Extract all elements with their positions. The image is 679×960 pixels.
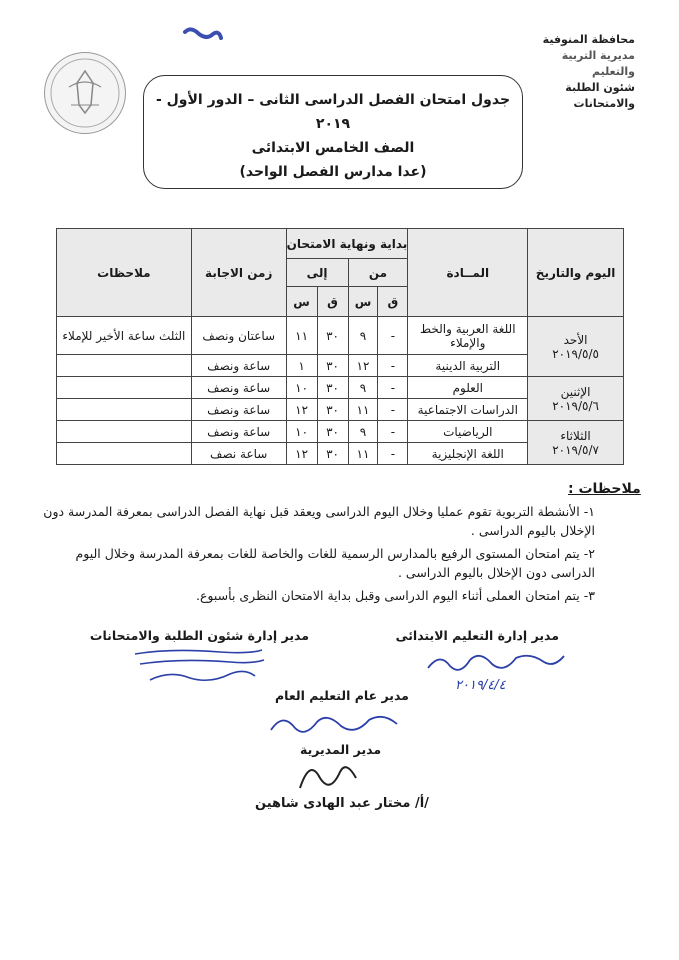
from-hour: ١١ [348,443,378,465]
table-row [57,377,624,399]
header-subject: المــادة [408,229,528,317]
to-hour: ١٢ [286,399,317,421]
from-minute: - [378,421,408,443]
from-minute: - [378,355,408,377]
governorate-label: محافظة المنوفية [542,33,635,46]
duration-cell: ساعة ونصف [191,399,286,421]
to-minute: ٣٠ [317,421,348,443]
header-to-hour: س [286,287,317,317]
header-from-hour: س [348,287,378,317]
grade-title: الصف الخامس الابتدائى [251,140,415,156]
day-name: الأحد [563,332,588,347]
day-date: ٢٠١٩/٥/٦ [552,398,599,413]
header-from-minute: ق [378,287,408,317]
directorate-label: مديرية التربية والتعليم [561,49,635,78]
exclusion-note: (عدا مدارس الفصل الواحد) [239,164,427,180]
from-minute: - [378,377,408,399]
header-from: من [348,259,408,287]
subject-cell: الرياضيات [408,421,528,443]
header-to-minute: ق [317,287,348,317]
day-date: ٢٠١٩/٥/٧ [552,442,599,457]
from-minute: - [378,443,408,465]
to-hour: ١٢ [286,443,317,465]
to-minute: ٣٠ [317,443,348,465]
note-cell [57,355,192,377]
duration-cell: ساعة ونصف [191,421,286,443]
note-cell [57,399,192,421]
notes-list [40,502,595,609]
duration-cell: ساعة ونصف [191,377,286,399]
notes-title: ملاحظات : [568,481,641,497]
note-cell [57,377,192,399]
department-label: شئون الطلبة والامتحانات [565,81,635,110]
note-item: ٢- يتم امتحان المستوى الرفيع بالمدارس الرسمية للغات والخاصة للغات بمعرفة المدرسة وخلال اليوم الدراسى دون الإخلال باليوم الدراسى . [75,546,595,580]
from-hour: ١٢ [348,355,378,377]
from-hour: ٩ [348,317,378,355]
directorate-header [525,32,635,112]
duration-cell: ساعة نصف [191,443,286,465]
day-name: الثلاثاء [560,428,591,443]
general-director-title: مدير عام التعليم العام [275,688,409,703]
primary-director-title: مدير إدارة التعليم الابتدائى [395,628,559,643]
header-to: إلى [286,259,348,287]
subject-cell: التربية الدينية [408,355,528,377]
directorate-head-signature [290,748,370,798]
subject-cell: اللغة الإنجليزية [408,443,528,465]
from-minute: - [378,399,408,421]
note-item: ٣- يتم امتحان العملى أثناء اليوم الدراسى وقبل بداية الامتحان النظرى بأسبوع. [196,588,595,603]
primary-director-signature [420,648,570,682]
to-minute: ٣٠ [317,355,348,377]
day-cell [528,377,624,421]
day-name: الإثنين [560,384,591,399]
to-hour: ١ [286,355,317,377]
subject-cell: اللغة العربية والخط والإملاء [408,317,528,355]
subject-cell: الدراسات الاجتماعية [408,399,528,421]
day-cell [528,317,624,377]
from-hour: ٩ [348,377,378,399]
from-hour: ٩ [348,421,378,443]
to-minute: ٣٠ [317,399,348,421]
note-cell [57,421,192,443]
note-item: ١- الأنشطة التربوية تقوم عمليا وخلال اليوم الدراسى ويعقد قبل نهاية الفصل الدراسى بمعرفة المدرسة دون الإخلال باليوم الدراسى . [43,504,595,538]
to-minute: ٣٠ [317,377,348,399]
ink-mark [183,26,223,48]
title-box [143,75,523,189]
from-hour: ١١ [348,399,378,421]
header-day: اليوم والتاريخ [528,229,624,317]
header-start-end: بداية ونهاية الامتحان [286,229,408,259]
directorate-head-name: /أ/ مختار عبد الهادى شاهين [255,796,429,811]
exam-title: جدول امتحان الفصل الدراسى الثانى – الدور الأول - ٢٠١٩ [155,92,511,132]
table-row [57,421,624,443]
general-director-signature [265,708,405,740]
subject-cell: العلوم [408,377,528,399]
duration-cell: ساعة ونصف [191,355,286,377]
day-cell [528,421,624,465]
note-cell [57,443,192,465]
to-hour: ١١ [286,317,317,355]
to-hour: ١٠ [286,377,317,399]
students-director-title: مدير إدارة شئون الطلبة والامتحانات [89,628,309,643]
to-minute: ٣٠ [317,317,348,355]
handwritten-date: ٢٠١٩/٤/٤ [455,678,506,693]
ministry-emblem [44,52,126,134]
directorate-head-title: مدير المديرية [300,742,382,757]
from-minute: - [378,317,408,355]
exam-schedule-table [56,228,624,465]
note-cell: الثلث ساعة الأخير للإملاء [57,317,192,355]
day-date: ٢٠١٩/٥/٥ [552,346,599,361]
to-hour: ١٠ [286,421,317,443]
header-notes: ملاحظات [57,229,192,317]
students-director-signature [130,640,270,690]
table-row [57,317,624,355]
duration-cell: ساعتان ونصف [191,317,286,355]
header-duration: زمن الاجابة [191,229,286,317]
